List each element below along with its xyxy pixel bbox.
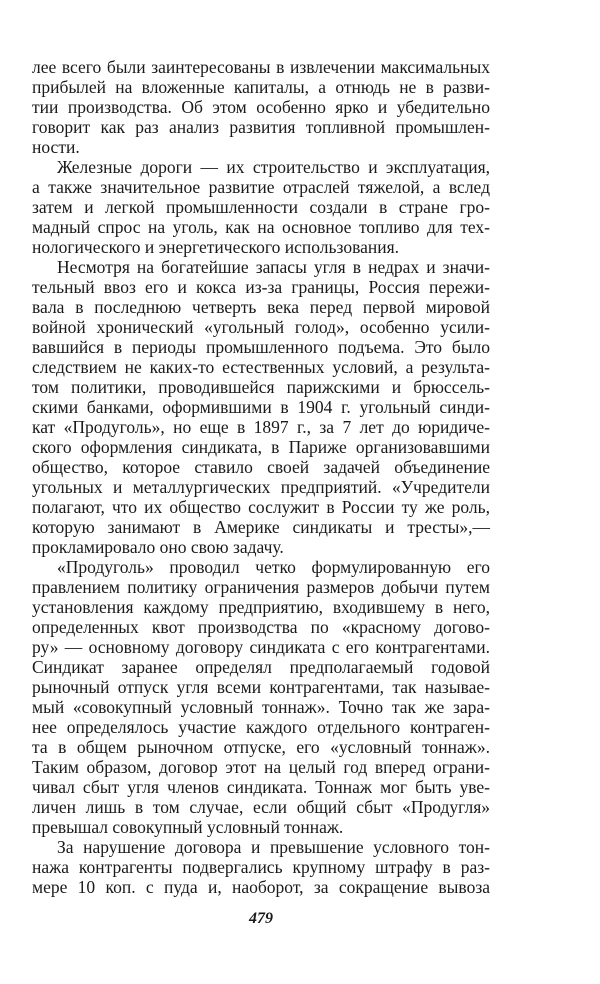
text-line: та в общем рыночном отпуске, его «условный тоннаж». [32, 737, 490, 757]
text-line: рыночный отпуск угля всеми контрагентами, так называе- [32, 677, 490, 697]
text-line: затем и легкой промышленности создали в стране гро- [32, 197, 490, 217]
text-line: а также значительное развитие отраслей тяжелой, а вслед [32, 177, 490, 197]
text-line: Таким образом, договор этот на целый год вперед ограни- [32, 757, 490, 777]
text-line: полагают, что их общество сослужит в России ту же роль, [32, 497, 490, 517]
text-line: скими банками, оформившими в 1904 г. угольный синди- [32, 397, 490, 417]
text-line: «Продуголь» проводил четко формулированную его [57, 557, 490, 577]
text-line: тельный ввоз его и кокса из-за границы, Россия пережи- [32, 277, 490, 297]
text-line: Железные дороги — их строительство и эксплуатация, [57, 157, 490, 177]
text-line: вавшийся в периоды промышленного подъема. Это было [32, 337, 490, 357]
text-line: Синдикат заранее определял предполагаемый годовой [32, 657, 490, 677]
text-line: Несмотря на богатейшие запасы угля в недрах и значи- [57, 257, 490, 277]
page-number: 479 [249, 910, 273, 927]
text-line: ру» — основному договору синдиката с его контрагентами. [32, 637, 490, 657]
text-line: лее всего были заинтересованы в извлечении максимальных [32, 57, 490, 77]
text-line: говорит как раз анализ развития топливной промышлен- [32, 117, 490, 137]
text-line: вала в последнюю четверть века перед первой мировой [32, 297, 490, 317]
text-line: мый «совокупный условный тоннаж». Точно так же зара- [32, 697, 490, 717]
text-line: прибылей на вложенные капиталы, а отнюдь не в разви- [32, 77, 490, 97]
text-line: мадный спрос на уголь, как на основное топливо для тех- [32, 217, 490, 237]
text-line: тии производства. Об этом особенно ярко и убедительно [32, 97, 490, 117]
text-line: определенных квот производства по «красному догово- [32, 617, 490, 637]
text-line: За нарушение договора и превышение условного тон- [57, 837, 490, 857]
paragraph [32, 57, 490, 157]
text-line: ского оформления синдиката, в Париже организовавшими [32, 437, 490, 457]
text-line: кат «Продуголь», но еще в 1897 г., за 7 лет до юридиче- [32, 417, 490, 437]
text-line: нологического и энергетического использования. [32, 237, 400, 257]
text-line: установления каждому предприятию, входившему в него, [32, 597, 490, 617]
text-line: нее определялось участие каждого отдельного контраген- [32, 717, 490, 737]
text-line: ности. [32, 137, 80, 157]
text-line: правлением политику ограничения размеров добычи путем [32, 577, 490, 597]
text-line: личен лишь в том случае, если общий сбыт «Продугля» [32, 797, 490, 817]
text-line: том политики, проводившейся парижскими и брюссель- [32, 377, 490, 397]
page-body [32, 57, 490, 897]
text-line: мере 10 коп. с пуда и, наоборот, за сокращение вывоза [32, 877, 490, 897]
paragraph [32, 257, 490, 557]
text-line: превышал совокупный условный тоннаж. [32, 817, 344, 837]
paragraph [32, 837, 490, 897]
text-line: нажа контрагенты подвергались крупному штрафу в раз- [32, 857, 490, 877]
text-line: следствием не каких-то естественных условий, а результа- [32, 357, 490, 377]
paragraph [32, 157, 490, 257]
text-line: чивал сбыт угля членов синдиката. Тоннаж мог быть уве- [32, 777, 490, 797]
text-line: прокламировало оно свою задачу. [32, 537, 284, 557]
text-line: угольных и металлургических предприятий. «Учредители [32, 477, 490, 497]
paragraph [32, 557, 490, 837]
text-line: войной хронический «угольный голод», особенно усили- [32, 317, 490, 337]
text-line: которую занимают в Америке синдикаты и тресты»,— [32, 517, 490, 537]
text-line: общество, которое ставило своей задачей объединение [32, 457, 490, 477]
